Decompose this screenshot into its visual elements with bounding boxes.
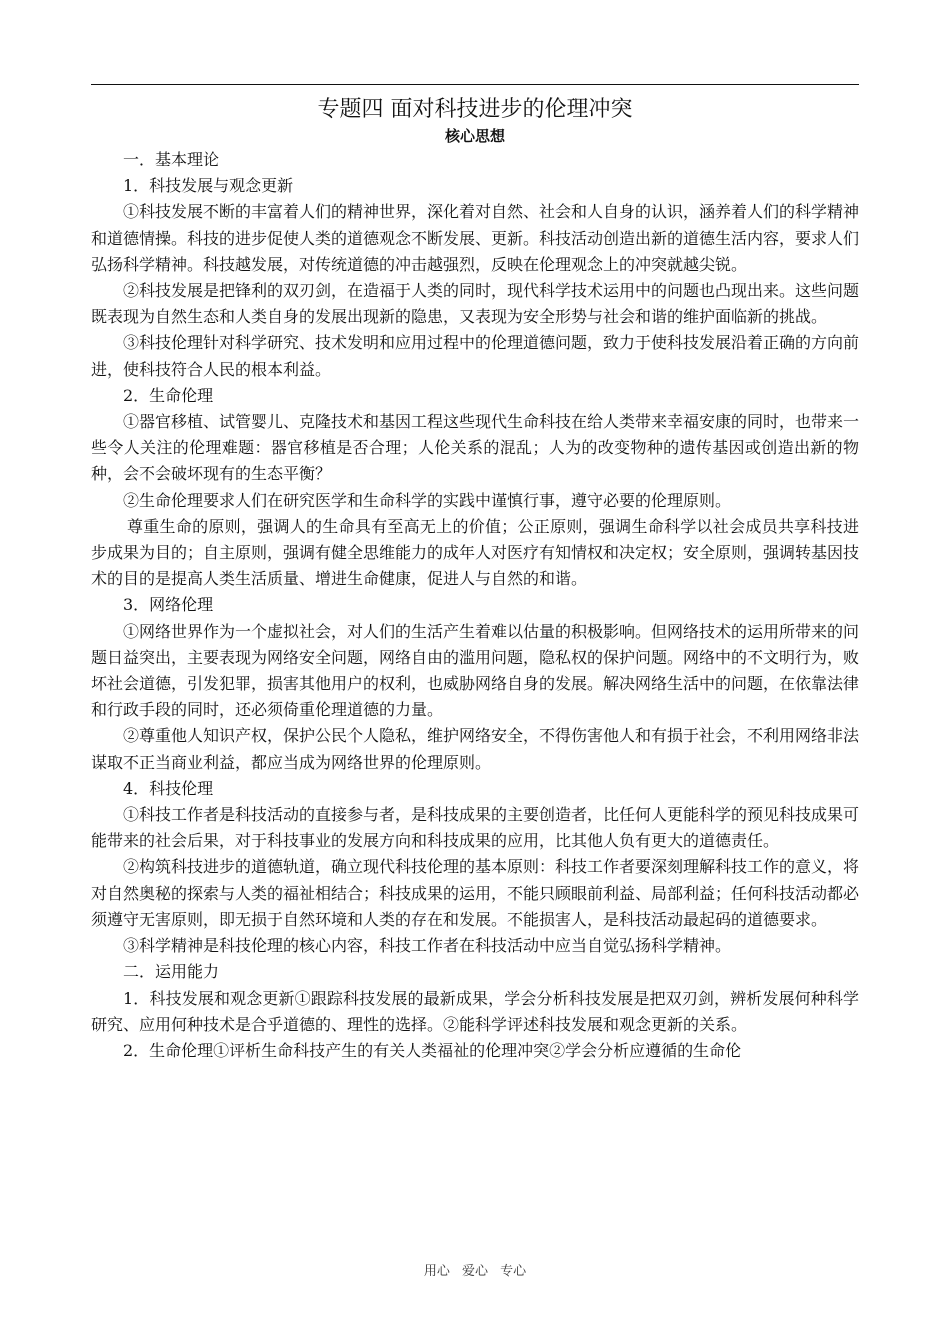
document-body xyxy=(91,94,859,1064)
paragraph: ①科技发展不断的丰富着人们的精神世界，深化着对自然、社会和人自身的认识，涵养着人们的科学精神和道德情操。科技的进步促使人类的道德观念不断发展、更新。科技活动创造出新的道德生活内容，要求人们弘扬科学精神。科技越发展，对传统道德的冲击越强烈，反映在伦理观念上的冲突就越尖锐。 xyxy=(91,202,860,274)
paragraph: ③科技伦理针对科学研究、技术发明和应用过程中的伦理道德问题，致力于使科技发展沿着正确的方向前进，使科技符合人民的根本利益。 xyxy=(91,333,860,379)
section-heading: 4．科技伦理 xyxy=(123,778,214,798)
paragraph: ①器官移植、试管婴儿、克隆技术和基因工程这些现代生命科技在给人类带来幸福安康的同时，也带来一些令人关注的伦理难题：器官移植是否合理；人伦关系的混乱；人为的改变物种的遗传基因或创造出新的物种，会不会破坏现有的生态平衡？ xyxy=(91,412,860,484)
paragraph: 2．生命伦理①评析生命科技产生的有关人类福祉的伦理冲突②学会分析应遵循的生命伦 xyxy=(123,1040,742,1060)
paragraph: ②尊重他人知识产权，保护公民个人隐私，维护网络安全，不得伤害他人和有损于社会，不利用网络非法谋取不正当商业利益，都应当成为网络世界的伦理原则。 xyxy=(91,726,860,772)
paragraph: ②科技发展是把锋利的双刃剑，在造福于人类的同时，现代科学技术运用中的问题也凸现出来。这些问题既表现为自然生态和人类自身的发展出现新的隐患，又表现为安全形势与社会和谐的维护面临新的挑战。 xyxy=(91,281,860,327)
section-heading: 一．基本理论 xyxy=(123,150,220,169)
paragraph: 尊重生命的原则，强调人的生命具有至高无上的价值；公正原则，强调生命科学以社会成员共享科技进步成果为目的；自主原则，强调有健全思维能力的成年人对医疗有知情权和决定权；安全原则，强调转基因技术的目的是提高人类生活质量、增进生命健康，促进人与自然的和谐。 xyxy=(91,516,860,589)
paragraph: ①科技工作者是科技活动的直接参与者，是科技成果的主要创造者，比任何人更能科学的预见科技成果可能带来的社会后果，对于科技事业的发展方向和科技成果的应用，比其他人负有更大的道德责任。 xyxy=(91,805,860,851)
paragraph-list xyxy=(91,147,859,1064)
document-subtitle: 核心思想 xyxy=(444,127,505,145)
section-heading: 2．生命伦理 xyxy=(123,385,214,405)
paragraph: 1．科技发展和观念更新①跟踪科技发展的最新成果，学会分析科技发展是把双刃剑，辨析发展何种科学研究、应用何种技术是合乎道德的、理性的选择。②能科学评述科技发展和观念更新的关系。 xyxy=(91,988,859,1034)
page-footer: 用心 爱心 专心 xyxy=(423,1264,527,1279)
document-title: 专题四 面对科技进步的伦理冲突 xyxy=(317,97,633,122)
top-rule xyxy=(91,84,859,85)
paragraph: ①网络世界作为一个虚拟社会，对人们的生活产生着难以估量的积极影响。但网络技术的运用所带来的问题日益突出，主要表现为网络安全问题，网络自由的滥用问题，隐私权的保护问题。网络中的不文明行为，败坏社会道德，引发犯罪，损害其他用户的权利，也威胁网络自身的发展。解决网络生活中的问题，在依靠法律和行政手段的同时，还必须倚重伦理道德的力量。 xyxy=(91,621,860,720)
section-heading: 1．科技发展与观念更新 xyxy=(123,176,294,196)
paragraph: ③科学精神是科技伦理的核心内容，科技工作者在科技活动中应当自觉弘扬科学精神。 xyxy=(123,936,732,956)
section-heading: 3．网络伦理 xyxy=(123,595,214,615)
section-heading: 二．运用能力 xyxy=(123,962,220,982)
paragraph: ②生命伦理要求人们在研究医学和生命科学的实践中谨慎行事，遵守必要的伦理原则。 xyxy=(123,490,732,510)
paragraph: ②构筑科技进步的道德轨道，确立现代科技伦理的基本原则：科技工作者要深刻理解科技工作的意义，将对自然奥秘的探索与人类的福祉相结合；科技成果的运用，不能只顾眼前利益、局部利益；任何科技活动都必须遵守无害原则，即无损于自然环境和人类的存在和发展。不能损害人，是科技活动最起码的道德要求。 xyxy=(91,857,860,929)
